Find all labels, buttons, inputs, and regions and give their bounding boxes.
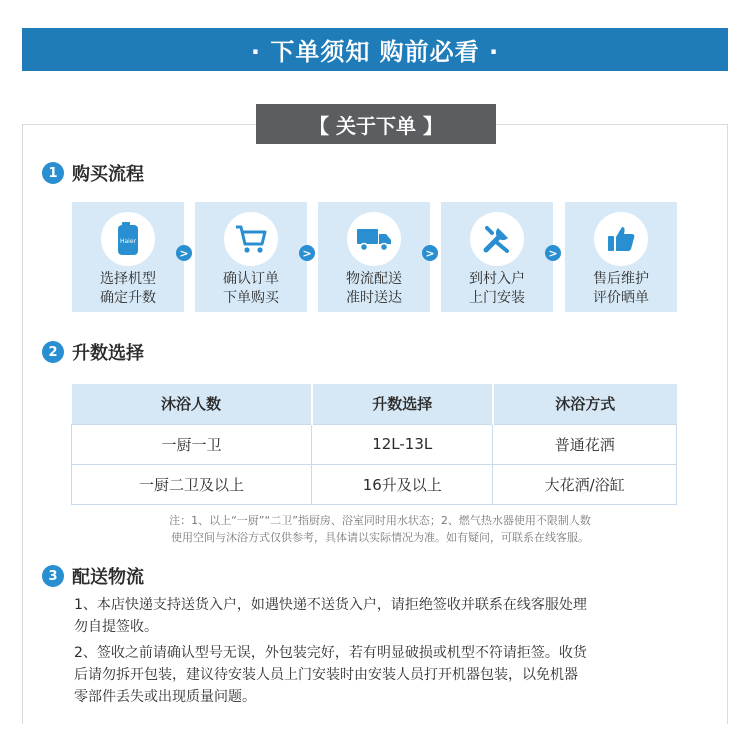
thumbs-up-icon — [594, 212, 648, 266]
section-heading-capacity — [42, 339, 144, 365]
chevron-right-icon: > — [422, 245, 438, 261]
process-step-confirm-order — [195, 202, 307, 312]
delivery-line: 后请勿拆开包装，建议待安装人员上门安装时由安装人员打开机器包装，以免机器 — [74, 667, 578, 683]
section-number: 2 — [42, 341, 64, 363]
table-cell: 12L-13L — [312, 424, 493, 464]
table-cell: 16升及以上 — [312, 464, 493, 504]
chevron-right-icon: > — [545, 245, 561, 261]
delivery-line: 2、签收之前请确认型号无误，外包装完好，若有明显破损或机型不符请拒签。收货 — [74, 645, 587, 661]
step-label-line2: 上门安装 — [469, 290, 525, 306]
delivery-paragraph-2 — [74, 642, 674, 708]
table-cell: 一厨一卫 — [72, 424, 312, 464]
capacity-note — [80, 512, 680, 546]
delivery-line: 勿自提签收。 — [74, 619, 158, 635]
delivery-line: 1、本店快递支持送货入户，如遇快递不送货入户，请拒绝签收并联系在线客服处理 — [74, 597, 587, 613]
table-header: 升数选择 — [312, 384, 493, 424]
table-row — [72, 424, 677, 464]
chevron-right-icon: > — [299, 245, 315, 261]
step-label-line2: 评价晒单 — [593, 290, 649, 306]
process-step-after-sales — [565, 202, 677, 312]
process-step-delivery — [318, 202, 430, 312]
section-tab — [256, 104, 496, 144]
table-cell: 一厨二卫及以上 — [72, 464, 312, 504]
banner-title: · 下单须知 购前必看 · — [250, 38, 500, 66]
shopping-cart-icon — [224, 212, 278, 266]
section-title: 购买流程 — [72, 164, 144, 185]
section-heading-purchase — [42, 160, 144, 186]
svg-text:Haier: Haier — [119, 238, 137, 245]
table-cell: 大花洒/浴缸 — [493, 464, 677, 504]
process-step-installation — [441, 202, 553, 312]
step-label-line2: 下单购买 — [223, 290, 279, 306]
step-label-line2: 准时送达 — [346, 290, 402, 306]
section-tab-label: 【 关于下单 】 — [309, 113, 443, 138]
step-label-line1: 到村入户 — [469, 271, 525, 287]
step-label-line2: 确定升数 — [100, 290, 156, 306]
capacity-table — [71, 384, 677, 505]
delivery-notes — [74, 594, 674, 708]
process-step-select-model — [72, 202, 184, 312]
delivery-line: 零部件丢失或出现质量问题。 — [74, 689, 256, 705]
note-line: 使用空间与沐浴方式仅供参考，具体请以实际情况为准。如有疑问，可联系在线客服。 — [171, 531, 589, 544]
step-label-line1: 售后维护 — [593, 271, 649, 287]
table-header: 沐浴人数 — [72, 384, 312, 424]
page-banner — [22, 28, 728, 71]
table-row — [72, 464, 677, 504]
section-number: 1 — [42, 162, 64, 184]
step-label-line1: 物流配送 — [346, 271, 402, 287]
delivery-truck-icon — [347, 212, 401, 266]
section-number: 3 — [42, 565, 64, 587]
section-heading-logistics — [42, 563, 144, 589]
section-title: 配送物流 — [72, 567, 144, 588]
tools-icon — [470, 212, 524, 266]
step-label-line1: 确认订单 — [223, 271, 279, 287]
delivery-paragraph-1 — [74, 594, 674, 638]
note-line: 注：1、以上“一厨”“二卫”指厨房、浴室同时用水状态；2、燃气热水器使用不限制人数 — [169, 514, 591, 527]
table-header-row — [72, 384, 677, 424]
water-heater-icon — [101, 212, 155, 266]
section-title: 升数选择 — [72, 343, 144, 364]
table-cell: 普通花洒 — [493, 424, 677, 464]
chevron-right-icon: > — [176, 245, 192, 261]
step-label-line1: 选择机型 — [100, 271, 156, 287]
table-header: 沐浴方式 — [493, 384, 677, 424]
